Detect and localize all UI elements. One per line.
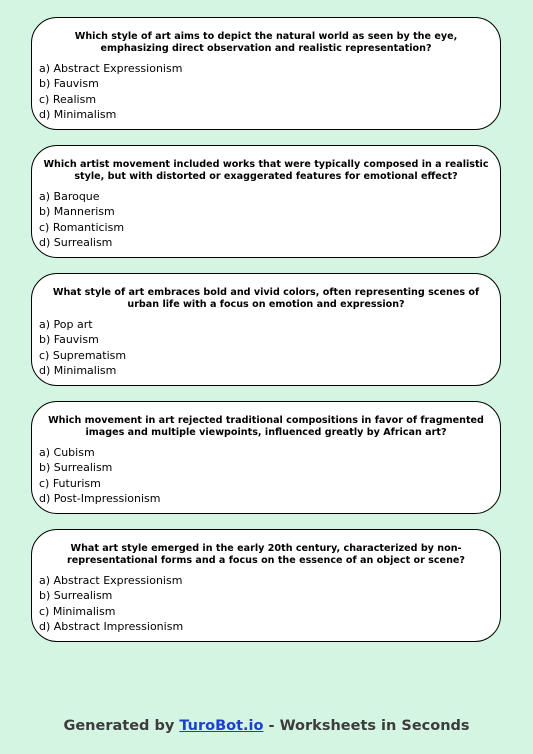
option-c: c) Futurism — [39, 476, 101, 490]
option-a: a) Abstract Expressionism — [39, 574, 183, 587]
option-d: d) Abstract Impressionism — [39, 619, 184, 633]
question-card-4 — [31, 401, 501, 514]
option-c: c) Romanticism — [39, 220, 125, 234]
option-c: c) Realism — [39, 92, 97, 106]
options-list — [32, 189, 500, 250]
option-b: b) Fauvism — [39, 333, 99, 347]
footer-prefix: Generated by — [63, 718, 180, 734]
option-b: b) Surrealism — [39, 589, 113, 603]
question-text: Which artist movement included works that were typically composed in a realistic style, but with distorted or exaggerated features for emotional effect? — [43, 159, 489, 182]
option-c: c) Suprematism — [39, 348, 127, 362]
option-c: c) Minimalism — [39, 604, 116, 618]
option-d: d) Post-Impressionism — [39, 491, 161, 505]
question-card-2 — [31, 145, 501, 258]
footer — [0, 718, 533, 734]
footer-suffix: - Worksheets in Seconds — [263, 718, 470, 734]
options-list — [32, 445, 500, 506]
option-a: a) Baroque — [39, 190, 100, 203]
options-list — [32, 573, 500, 634]
question-card-1 — [31, 17, 501, 130]
brand-link[interactable]: TuroBot.io — [179, 718, 264, 734]
option-a: a) Pop art — [39, 318, 93, 331]
option-d: d) Minimalism — [39, 363, 117, 377]
option-a: a) Abstract Expressionism — [39, 62, 183, 75]
options-list — [32, 61, 500, 122]
option-d: d) Surrealism — [39, 235, 113, 249]
question-text: Which style of art aims to depict the natural world as seen by the eye, emphasizing direct observation and realistic representation? — [74, 31, 458, 54]
option-a: a) Cubism — [39, 446, 95, 459]
options-list — [32, 317, 500, 378]
option-d: d) Minimalism — [39, 107, 117, 121]
option-b: b) Surrealism — [39, 461, 113, 475]
question-text: What art style emerged in the early 20th century, characterized by non-representational forms and a focus on the essence of an object or scene? — [67, 543, 465, 566]
question-card-3 — [31, 273, 501, 386]
option-b: b) Fauvism — [39, 77, 99, 91]
question-text: What style of art embraces bold and vivid colors, often representing scenes of urban life with a focus on emotion and expression? — [52, 287, 480, 310]
question-text: Which movement in art rejected traditional compositions in favor of fragmented images and multiple viewpoints, influenced greatly by African art? — [48, 415, 484, 438]
option-b: b) Mannerism — [39, 205, 115, 219]
question-card-5 — [31, 529, 501, 642]
